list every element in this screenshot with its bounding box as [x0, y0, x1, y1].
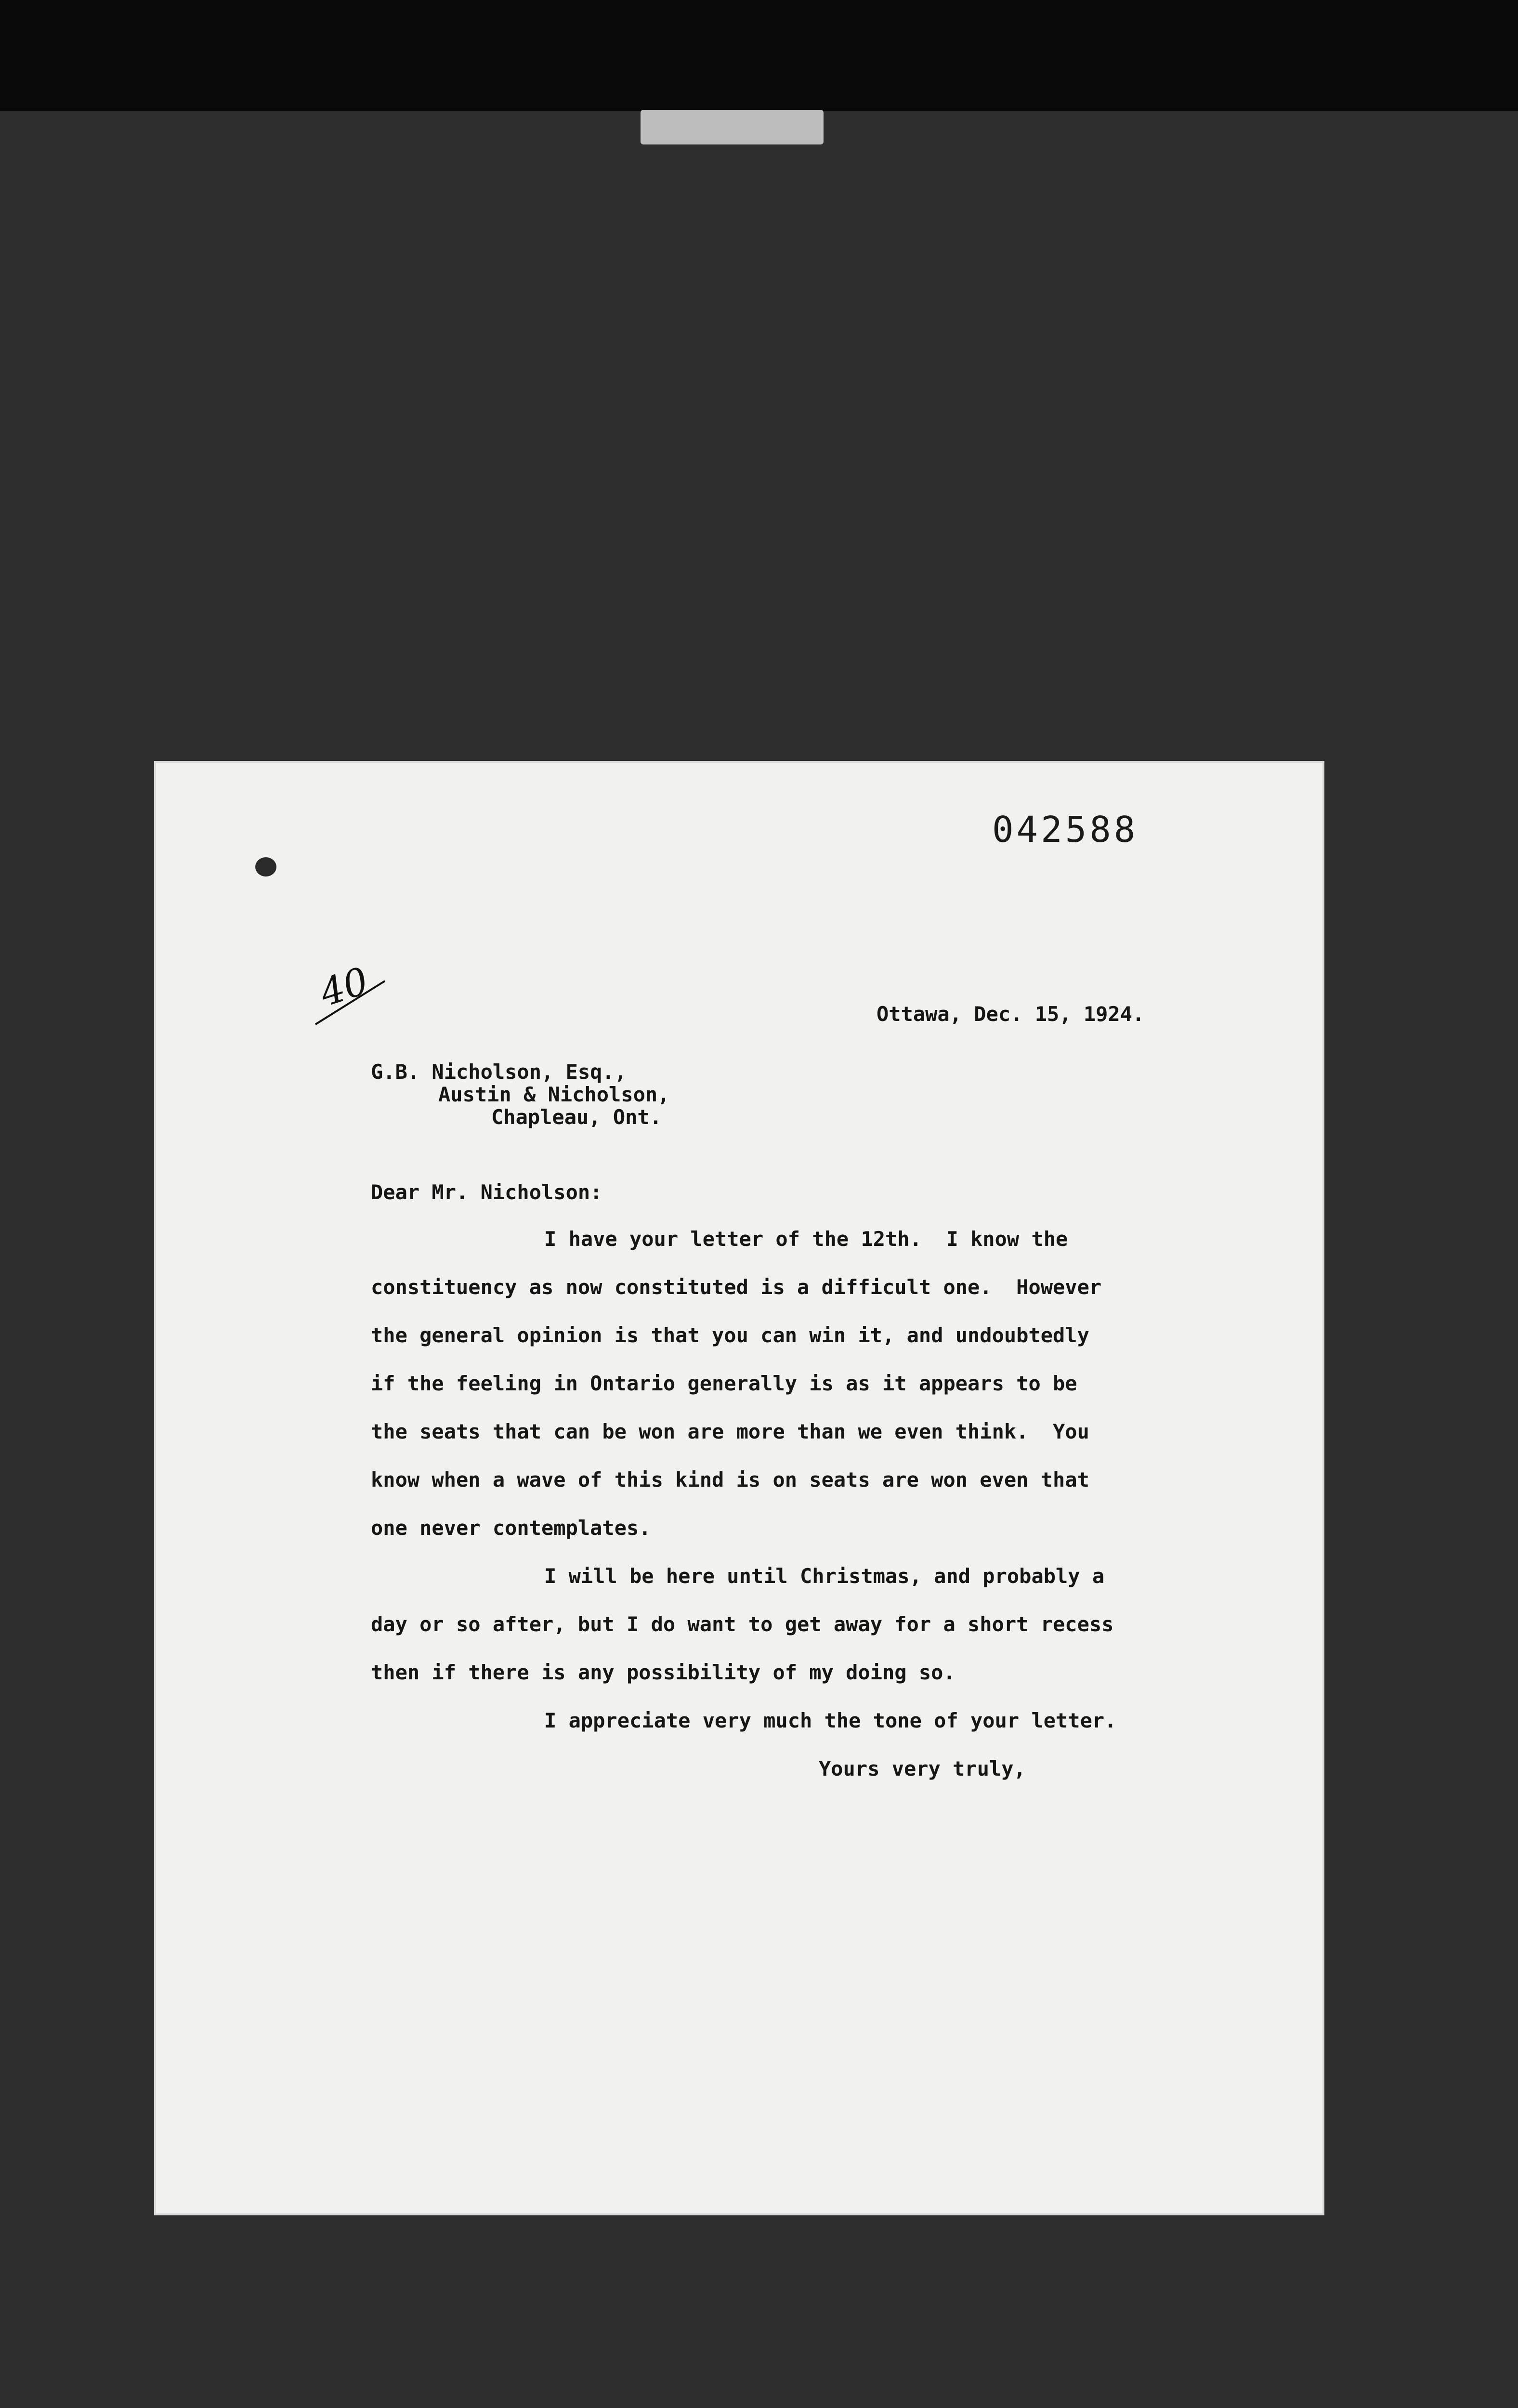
body-line-9: day or so after, but I do want to get away for a short recess	[371, 1612, 1114, 1636]
recipient-line-1: G.B. Nicholson, Esq.,	[371, 1060, 627, 1084]
body-line-5: the seats that can be won are more than we even think. You	[371, 1420, 1089, 1443]
salutation: Dear Mr. Nicholson:	[371, 1180, 602, 1204]
body-line-3: the general opinion is that you can win it, and undoubtedly	[371, 1323, 1089, 1347]
letter-page	[154, 761, 1324, 2215]
body-line-11: I appreciate very much the tone of your letter.	[544, 1709, 1117, 1732]
body-line-7: one never contemplates.	[371, 1516, 651, 1540]
body-line-8: I will be here until Christmas, and probably a	[544, 1564, 1105, 1588]
date-line: Ottawa, Dec. 15, 1924.	[877, 1002, 1145, 1026]
document-number-stamp: 042588	[992, 809, 1138, 851]
paper-clip	[641, 110, 824, 144]
body-line-2: constituency as now constituted is a difficult one. However	[371, 1275, 1102, 1299]
body-line-4: if the feeling in Ontario generally is as it appears to be	[371, 1372, 1077, 1395]
handwritten-page-number: 40	[314, 959, 374, 1016]
recipient-line-2: Austin & Nicholson,	[438, 1083, 670, 1106]
top-film-edge	[0, 0, 1518, 111]
body-line-6: know when a wave of this kind is on seats are won even that	[371, 1468, 1089, 1492]
closing: Yours very truly,	[819, 1757, 1026, 1780]
recipient-line-3: Chapleau, Ont.	[491, 1105, 662, 1129]
punch-hole	[255, 857, 276, 877]
body-line-1: I have your letter of the 12th. I know the	[544, 1227, 1068, 1251]
body-line-10: then if there is any possibility of my doing so.	[371, 1661, 955, 1684]
